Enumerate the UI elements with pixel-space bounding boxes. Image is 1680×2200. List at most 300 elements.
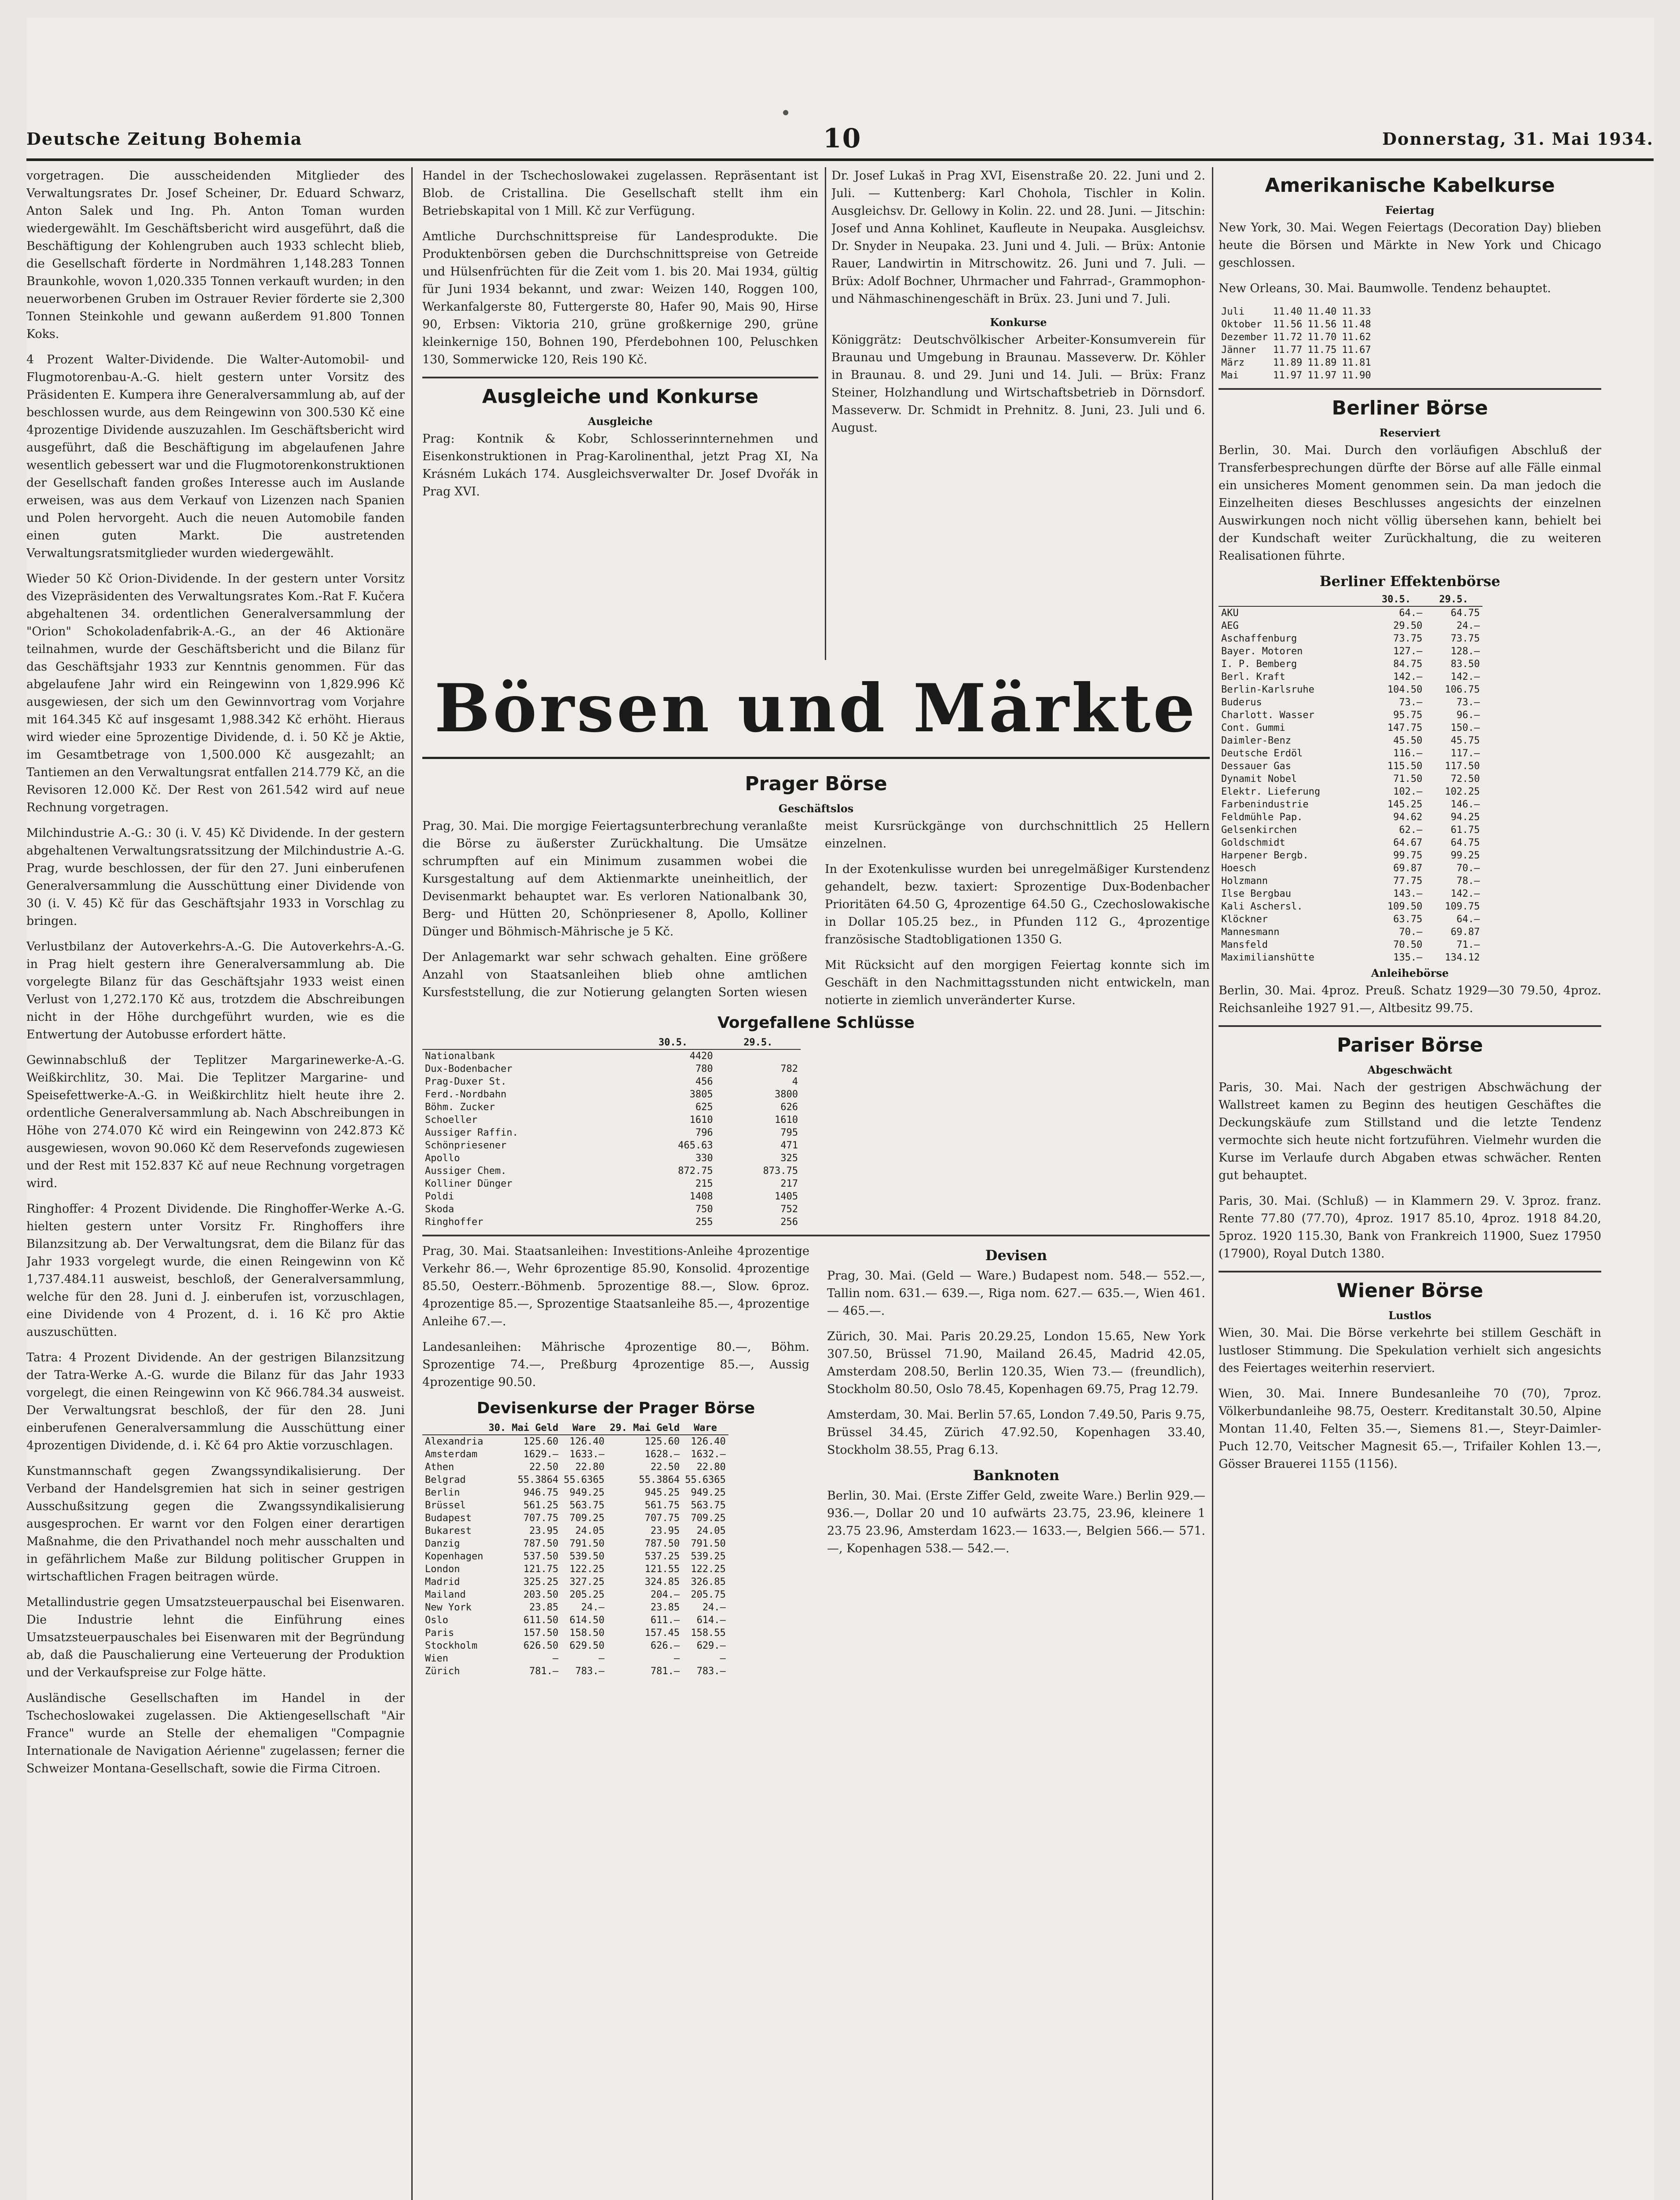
col-header: 29. Mai Geld [607, 1422, 682, 1435]
table-cell: 1633.— [569, 1449, 605, 1460]
devisen-row [422, 1601, 728, 1614]
table-cell: Kopenhagen [425, 1551, 483, 1562]
table-cell: 126.40 [691, 1436, 726, 1447]
stock-row [1219, 913, 1482, 926]
section-title-berlin: Berliner Börse [1332, 397, 1488, 419]
column-rule-3 [1212, 167, 1213, 2200]
table-cell: 24.05 [575, 1525, 605, 1536]
table-cell: 539.25 [691, 1551, 726, 1562]
table-cell: 791.50 [569, 1538, 605, 1549]
devisen-row [422, 1614, 728, 1627]
section-title-prague: Prager Börse [745, 773, 887, 795]
article-paragraph: Ausländische Gesellschaften im Handel in der Tschechoslowakei zugelassen. Die Aktiengesellschaft "Air France" wurde an Stelle der ehemaligen "Compagnie Internationale de Navigation Aérienne" zugelassen; ferner die Schweizer Montana-Gesellschaft, sowie die Firma Citroen. [26, 1691, 405, 1775]
article-paragraph: Handel in der Tschechoslowakei zugelassen. Repräsentant ist Blob. de Cristallina. Die Gesellschaft stellt ihm ein Betriebskapital von 1 Mill. Kč zur Verfügung. [422, 169, 818, 218]
table-cell: 626 [780, 1102, 798, 1113]
stock-row [1219, 606, 1482, 620]
article-paragraph: Prag, 30. Mai. Staatsanleihen: Investitions-Anleihe 4prozentige Verkehr 86.—, Wehr 6prozentige 85.90, Konsolid. 4prozentige 85.50, Oesterr.-Böhmenb. 5prozentige 88.—, Slow. 6proz. 4prozentige 85.—, Sprozentige Staatsanleihe 85.—, 4prozentige Anleihe 67.—. [422, 1244, 809, 1328]
table-cell: 157.45 [644, 1628, 680, 1639]
article-paragraph: Prag, 30. Mai. (Geld — Ware.) Budapest nom. 548.— 552.—, Tallin nom. 631.— 639.—, Riga nom. 627.— 635.—, Wien 461.— 465.—. [827, 1269, 1205, 1318]
section-subtitle: Abgeschwächt [1367, 1063, 1453, 1076]
table-cell: 11.97 [1273, 370, 1303, 381]
cotton-table [1219, 305, 1374, 382]
table-cell: Aussiger Raffin. [425, 1127, 518, 1138]
table-cell: 783.— [575, 1666, 605, 1677]
table-cell: 99.25 [1450, 850, 1480, 861]
table-cell: Prag-Duxer St. [425, 1076, 507, 1087]
table-cell: 626.— [650, 1640, 680, 1651]
table-cell: 73.— [1457, 697, 1480, 708]
table-cell: 327.25 [569, 1577, 605, 1588]
stock-row [1219, 862, 1482, 875]
table-cell: Schoeller [425, 1115, 478, 1126]
table-cell: Böhm. Zucker [425, 1102, 495, 1113]
table-cell: Schönpriesener [425, 1140, 507, 1151]
table-cell: 750 [695, 1204, 713, 1215]
cotton-row [1219, 318, 1374, 331]
table-cell: Belgrad [425, 1474, 466, 1485]
table-cell: 77.75 [1393, 876, 1423, 887]
table-cell: Stockholm [425, 1640, 478, 1651]
price-row [422, 1152, 801, 1165]
table-cell: Wien [425, 1653, 448, 1664]
table-cell: 539.50 [569, 1551, 605, 1562]
divider [422, 377, 818, 378]
price-row [422, 1049, 801, 1063]
table-cell: 946.75 [523, 1487, 559, 1498]
table-cell: 11.40 [1273, 306, 1303, 317]
table-cell: 147.75 [1387, 722, 1423, 733]
stock-row [1219, 760, 1482, 773]
devisen-row [422, 1665, 728, 1678]
article-paragraph: Berlin, 30. Mai. 4proz. Preuß. Schatz 1929—30 79.50, 4proz. Reichsanleihe 1927 91.—, Altbesitz 99.75. [1219, 984, 1601, 1015]
closing-prices-title: Vorgefallene Schlüsse [717, 1014, 915, 1032]
col-header: 30. Mai Geld [486, 1422, 561, 1435]
stock-row [1219, 620, 1482, 632]
table-cell: 796 [695, 1127, 713, 1138]
left-market-column [422, 1243, 809, 1678]
section-subtitle: Lustlos [1388, 1309, 1431, 1322]
stock-row [1219, 849, 1482, 862]
stock-row [1219, 785, 1482, 798]
article-paragraph: Paris, 30. Mai. Nach der gestrigen Abschwächung der Wallstreet kamen zu Beginn des heutigen Geschäftes die Deckungskäufe zum Stillstand und die letzte Tendenz vermochte sich heute nicht fortzuführen. Vielmehr wurden die Kurse im Verlaufe durch Abgaben etwas schwächer. Renten gut behauptet. [1219, 1081, 1601, 1182]
table-cell: Dynamit Nobel [1221, 774, 1297, 785]
article-paragraph: Milchindustrie A.-G.: 30 (i. V. 45) Kč Dividende. In der gestern abgehaltenen Verwaltungsratssitzung der Milchindustrie A.-G. Prag, wurde beschlossen, der für den 27. Juni einberufenen Generalversammlung die Ausschüttung einer Dividende von 30 (i. V. 45) Kč für das Geschäftsjahr 1933 in Vorschlag zu bringen. [26, 826, 405, 928]
table-cell: — [673, 1653, 680, 1664]
table-cell: 205.25 [569, 1589, 605, 1600]
table-cell: 125.60 [523, 1436, 559, 1447]
table-cell: Mai [1221, 370, 1239, 381]
table-cell: 24.— [581, 1602, 605, 1613]
table-cell: Bayer. Motoren [1221, 646, 1303, 657]
table-cell: 106.75 [1445, 684, 1480, 695]
table-cell: Daimler-Benz [1221, 735, 1291, 746]
table-cell: 115.50 [1387, 761, 1423, 772]
table-cell: 709.25 [569, 1513, 605, 1524]
table-cell: 126.40 [569, 1436, 605, 1447]
table-cell: 1628.— [644, 1449, 680, 1460]
right-market-column [827, 1243, 1205, 1678]
table-cell: 11.75 [1307, 345, 1337, 356]
page-number: 10 [823, 123, 862, 154]
table-cell: 122.25 [691, 1564, 726, 1575]
devisen-row [422, 1588, 728, 1601]
table-cell: Cont. Gummi [1221, 722, 1285, 733]
article-paragraph: Prag, 30. Mai. Die morgige Feiertagsunterbrechung veranlaßte die Börse zu äußerster Zurückhaltung. Die Umsätze schrumpften auf ein Minimum zusammen wobei die Kursgestaltung auf dem Aktienmarkte uneinheitlich, der Devisenmarkt behauptet war. Es verloren Nationalbank 30, Berg- und Hütten 20, Schönpriesener 8, Apollo, Kolliner Dünger und Böhmisch-Mährische je 5 Kč. [422, 819, 807, 939]
table-cell [716, 1049, 801, 1063]
table-cell: Jänner [1221, 345, 1256, 356]
devisen-row [422, 1652, 728, 1665]
table-cell: 11.89 [1273, 357, 1303, 368]
table-cell: 71.— [1457, 939, 1480, 950]
table-cell: 205.75 [691, 1589, 726, 1600]
devisen-table-title: Devisenkurse der Prager Börse [476, 1399, 755, 1417]
table-cell: Paris [425, 1628, 454, 1639]
devisen-row [422, 1474, 728, 1486]
table-cell: 22.50 [650, 1462, 680, 1473]
table-cell: Klöckner [1221, 914, 1268, 925]
table-cell: 55.6365 [564, 1474, 605, 1485]
table-cell: 134.12 [1445, 952, 1480, 963]
table-cell: 614.50 [569, 1615, 605, 1626]
table-cell: 84.75 [1393, 659, 1423, 670]
article-paragraph: Der Anlagemarkt war sehr schwach gehalten. Eine größere Anzahl von Staatsanleihen blieb ohne amtlichen Kursfeststellung, die zur Notierung gelangten Sorten wiesen meist Kursrückgänge von durchschnittlich 25 Hellern einzelnen. [422, 819, 1210, 999]
table-cell: — [598, 1653, 605, 1664]
col-header [422, 1036, 630, 1049]
stock-row [1219, 951, 1482, 964]
section-title-devisen: Devisen [985, 1247, 1047, 1264]
article-paragraph: Dr. Josef Lukaš in Prag XVI, Eisenstraße 20. 22. Juni und 2. Juli. — Kuttenberg: Karl Chohola, Tischler in Kolin. Ausgleichsv. Dr. Gellowy in Kolin. 22. und 28. Juni. — Jitschin: Josef und Anna Kohlinet, Kaufleute in Neupaka. Ausgleichsv. Dr. Snyder in Neupaka. 23. Juni und 4. Juli. — Brüx: Antonie Rauer, Landwirtin in Mitrschowitz. 26. Juni und 7. Juli. — Brüx: Adolf Bochner, Uhrmacher und Fahrrad-, Grammophon- und Nähmaschinengeschäft in Brüx. 23. Juni und 7. Juli. [831, 169, 1205, 306]
stock-row [1219, 939, 1482, 951]
section-title-wien: Wiener Börse [1336, 1280, 1483, 1302]
divider [1219, 1025, 1601, 1027]
article-paragraph: Wien, 30. Mai. Die Börse verkehrte bei stillem Geschäft in lustloser Stimmung. Die Spekulation verhielt sich angesichts des Feiertages weiterhin reserviert. [1219, 1326, 1601, 1375]
table-cell: Aussiger Chem. [425, 1166, 507, 1177]
table-cell: 143.— [1393, 888, 1423, 899]
devisen-row [422, 1576, 728, 1588]
table-cell: New York [425, 1602, 472, 1613]
article-paragraph: Mit Rücksicht auf den morgigen Feiertag konnte sich im Geschäft in den Nachmittagsstunden nicht entwickeln, man notierte in ziemlich unveränderter Kurse. [825, 958, 1210, 1007]
col-header: 29.5. [716, 1036, 801, 1049]
article-paragraph: Metallindustrie gegen Umsatzsteuerpauschal bei Eisenwaren. Die Industrie lehnt die Einführung eines Umsatzsteuerpauschales bei Eisenwaren mit der Begründung ab, daß die Pauschalierung eine Verteuerung der Produktion und der Verkaufspreise zur Folge hätte. [26, 1595, 405, 1679]
section-subtitle-konkurse: Konkurse [990, 316, 1047, 329]
table-cell: 24.— [702, 1602, 726, 1613]
banner-rule [422, 757, 1210, 759]
stock-row [1219, 696, 1482, 709]
table-cell: Harpener Bergb. [1221, 850, 1309, 861]
table-cell: Zürich [425, 1666, 460, 1677]
table-cell: AEG [1221, 620, 1239, 631]
table-cell: Farbenindustrie [1221, 799, 1309, 810]
table-cell: 707.75 [644, 1513, 680, 1524]
anleihe-title: Anleihebörse [1371, 967, 1449, 979]
table-cell: 11.67 [1342, 345, 1371, 356]
section-title-paris: Pariser Börse [1336, 1034, 1483, 1056]
price-row [422, 1101, 801, 1114]
table-cell: 949.25 [691, 1487, 726, 1498]
table-cell: 121.55 [644, 1564, 680, 1575]
table-cell: 1610 [689, 1115, 713, 1126]
price-row [422, 1088, 801, 1101]
table-cell: 326.85 [691, 1577, 726, 1588]
table-cell: 3805 [689, 1089, 713, 1100]
table-cell: Alexandria [425, 1436, 483, 1447]
table-cell: 22.50 [529, 1462, 559, 1473]
table-cell: 611.— [650, 1615, 680, 1626]
stock-row [1219, 900, 1482, 913]
margin-dot [783, 110, 788, 115]
price-row [422, 1114, 801, 1126]
table-cell: 142.— [1393, 671, 1423, 682]
stock-row [1219, 709, 1482, 722]
table-cell: 122.25 [569, 1564, 605, 1575]
col-header: 29.5. [1425, 593, 1482, 606]
table-cell: Elektr. Lieferung [1221, 786, 1321, 797]
table-cell: Ilse Bergbau [1221, 888, 1291, 899]
article-paragraph: Verlustbilanz der Autoverkehrs-A.-G. Die Autoverkehrs-A.-G. in Prag hielt gestern ihre Generalversammlung ab. Die vorgelegte Bilanz für das Geschäftsjahr 1933 weist einen Verlust von 1,272.170 Kč aus, trotzdem die Abschreibungen nicht in der Höhe durchgeführt wurden, wie es die Entwertung der Autobusse erfordert hätte. [26, 940, 405, 1041]
stock-row [1219, 836, 1482, 849]
table-cell: 23.95 [650, 1525, 680, 1536]
stock-row [1219, 632, 1482, 645]
column-ausgleiche [422, 167, 818, 660]
table-cell: — [720, 1653, 726, 1664]
devisen-row [422, 1639, 728, 1652]
table-cell: 95.75 [1393, 710, 1423, 721]
table-cell: Deutsche Erdöl [1221, 748, 1303, 759]
devisen-row [422, 1486, 728, 1499]
table-cell: Gelsenkirchen [1221, 825, 1297, 836]
table-cell: Goldschmidt [1221, 837, 1285, 848]
table-cell: 4420 [689, 1051, 713, 1062]
table-cell: 94.25 [1450, 812, 1480, 823]
table-cell: 78.— [1457, 876, 1480, 887]
col-header [1219, 593, 1368, 606]
table-cell: Dezember [1221, 332, 1268, 343]
table-cell: Athen [425, 1462, 454, 1473]
article-paragraph: 4 Prozent Walter-Dividende. Die Walter-Automobil- und Flugmotorenbau-A.-G. hielt gestern unter Vorsitz des Präsidenten E. Kumpera ihre Generalversammlung ab, auf der beschlossen wurde, aus dem Reingewinn von 300.530 Kč eine 4prozentige Dividende auszuzahlen. Im Geschäftsbericht wird ausgeführt, daß die Beschäftigung im abgelaufenen Jahre wesentlich gebessert war und die Flugmotorenkonstruktionen der Gesellschaft fanden großes Interesse auch im Auslande erweisen, was aus dem Verkauf von Lizenzen nach Spanien und Polen hervorgeht. Auch die neuen Automobile fanden einen guten Markt. Die austretenden Verwaltungsratsmitglieder wurden wiedergewählt. [26, 353, 405, 560]
table-cell: 325.25 [523, 1577, 559, 1588]
table-cell: Nationalbank [425, 1051, 495, 1062]
column-konkurse [831, 167, 1205, 660]
table-cell: 4 [792, 1076, 798, 1087]
table-cell: 11.97 [1307, 370, 1337, 381]
devisen-row [422, 1499, 728, 1512]
cotton-row [1219, 344, 1374, 356]
table-cell: 94.62 [1393, 812, 1423, 823]
cotton-row [1219, 356, 1374, 369]
table-cell: 45.75 [1450, 735, 1480, 746]
stock-row [1219, 875, 1482, 887]
table-cell: 537.25 [644, 1551, 680, 1562]
table-cell: Kali Aschersl. [1221, 901, 1303, 912]
section-subtitle: Feiertag [1385, 204, 1435, 216]
table-cell: 70.— [1457, 863, 1480, 874]
article-paragraph: Kunstmannschaft gegen Zwangssyndikalisierung. Der Verband der Handelsgremien hat sich in seiner gestrigen Ausschußsitzung gegen die Zwangssyndikalisierung ausgesprochen. Er warnt vor den Folgen einer derartigen Maßnahme, die den Privathandel noch mehr ausschalten und in gefährlichem Maße zur Bildung politischer Gruppen in wirtschaftlichen Fragen beitragen würde. [26, 1464, 405, 1584]
table-cell: 11.56 [1307, 319, 1337, 330]
table-cell: 781.— [529, 1666, 559, 1677]
table-cell: 69.87 [1393, 863, 1423, 874]
table-cell: 780 [695, 1063, 713, 1074]
stock-row [1219, 887, 1482, 900]
table-cell: Holzmann [1221, 876, 1268, 887]
table-cell: 456 [695, 1076, 713, 1087]
issue-date: Donnerstag, 31. Mai 1934. [1382, 128, 1654, 149]
table-cell: 104.50 [1387, 684, 1423, 695]
table-cell: 629.— [696, 1640, 726, 1651]
table-cell: 872.75 [678, 1166, 713, 1177]
price-row [422, 1139, 801, 1152]
table-cell: 795 [780, 1127, 798, 1138]
table-cell: 158.50 [569, 1628, 605, 1639]
table-cell: 23.95 [529, 1525, 559, 1536]
article-paragraph: Wieder 50 Kč Orion-Dividende. In der gestern unter Vorsitz des Vizepräsidenten des Verwaltungsrates Kom.-Rat F. Kučera abgehaltenen 34. ordentlichen Generalversammlung der "Orion" Schokoladenfabrik-A.-G., an der 46 Aktionäre teilnahmen, wurde der Geschäftsbericht und die Bilanz für das Geschäftsjahr 1933 zur Kenntnis genommen. Für das abgelaufene Jahr wird ein Reingewinn von 1,829.996 Kč ausgewiesen, der sich um den Gewinnvortrag vom Vorjahre mit 164.345 Kč auf insgesamt 1,988.342 Kč erhöht. Hieraus wird wieder eine 5prozentige Dividende, d. i. 50 Kč je Aktie, im Gesamtbetrage von 1,500.000 Kč ausgezahlt; an Tantiemen an den Verwaltungsrat entfallen 214.779 Kč, an die Revisoren 12.000 Kč. Der Rest von 261.542 wird auf neue Rechnung vorgetragen. [26, 572, 405, 814]
table-cell: 55.3864 [517, 1474, 559, 1485]
table-cell: 125.60 [644, 1436, 680, 1447]
table-cell: Skoda [425, 1204, 454, 1215]
table-cell: 64.— [1457, 914, 1480, 925]
table-cell: 783.— [696, 1666, 726, 1677]
table-cell: 203.50 [523, 1589, 559, 1600]
table-cell: 55.3864 [639, 1474, 680, 1485]
article-paragraph: Berlin, 30. Mai. (Erste Ziffer Geld, zweite Ware.) Berlin 929.— 936.—, Dollar 20 und 10 aufwärts 23.75, 23.96, kleinere 1 23.75 23.96, Amsterdam 1623.— 1633.—, Belgien 566.— 571.—, Kopenhagen 538.— 542.—. [827, 1489, 1205, 1555]
table-cell: 782 [780, 1063, 798, 1074]
article-paragraph: Amtliche Durchschnittspreise für Landesprodukte. Die Produktenbörsen geben die Durchschnittspreise von Getreide und Hülsenfrüchten für die Zeit vom 1. bis 20. Mai 1934, gültig für Juni 1934 bekannt, und zwar: Weizen 140, Roggen 100, Werkanfalgerste 80, Futtergerste 80, Hafer 90, Mais 90, Hirse 90, Erbsen: Viktoria 210, grüne großkernige 290, grüne kleinkernige 150, Bohnen 190, Pferdebohnen 100, Peluschken 130, Sommerwicke 120, Reis 190 Kč. [422, 230, 818, 367]
table-cell: 72.50 [1450, 774, 1480, 785]
table-cell: Mansfeld [1221, 939, 1268, 950]
table-cell: 537.50 [523, 1551, 559, 1562]
table-cell: 563.75 [691, 1500, 726, 1511]
table-cell: 102.25 [1445, 786, 1480, 797]
table-cell: 1405 [775, 1191, 798, 1202]
table-cell: 23.85 [529, 1602, 559, 1613]
table-cell: Budapest [425, 1513, 472, 1524]
table-cell: Charlott. Wasser [1221, 710, 1314, 721]
effekten-title: Berliner Effektenbörse [1319, 573, 1501, 590]
table-cell: 117.50 [1445, 761, 1480, 772]
table-cell: 64.75 [1450, 608, 1480, 619]
table-cell: Amsterdam [425, 1449, 478, 1460]
table-cell: Oktober [1221, 319, 1262, 330]
table-cell: Kolliner Dünger [425, 1178, 512, 1189]
section-title-amerika: Amerikanische Kabelkurse [1265, 174, 1555, 197]
table-cell: 96.— [1457, 710, 1480, 721]
lower-market-block [422, 1243, 1210, 1678]
table-cell: 11.56 [1273, 319, 1303, 330]
stock-row [1219, 722, 1482, 734]
article-paragraph: New Orleans, 30. Mai. Baumwolle. Tendenz behauptet. [1219, 282, 1551, 295]
prague-exchange-section [422, 766, 1210, 2200]
table-cell: 158.55 [691, 1628, 726, 1639]
table-cell: Berl. Kraft [1221, 671, 1285, 682]
article-paragraph: Tatra: 4 Prozent Dividende. An der gestrigen Bilanzsitzung der Tatra-Werke A.-G. wurde die Bilanz für das Jahr 1933 vorgelegt, die einen Reingewinn von Kč 966.784.34 ausweist. Der Verwaltungsrat beschloß, der für den 28. Juni einberufenen Generalversammlung die Ausschüttung einer 4prozentigen Dividende, d. i. Kč 64 pro Aktie vorzuschlagen. [26, 1351, 405, 1452]
table-cell: 256 [780, 1217, 798, 1228]
table-cell: 63.75 [1393, 914, 1423, 925]
table-cell: 70.— [1399, 927, 1423, 938]
table-cell: 23.85 [650, 1602, 680, 1613]
devisen-row [422, 1537, 728, 1550]
stock-row [1219, 773, 1482, 785]
cotton-row [1219, 331, 1374, 344]
table-cell: Mannesmann [1221, 927, 1280, 938]
table-cell: 145.25 [1387, 799, 1423, 810]
stock-row [1219, 671, 1482, 683]
table-cell: 29.50 [1393, 620, 1423, 631]
table-cell: 83.50 [1450, 659, 1480, 670]
stock-row [1219, 798, 1482, 811]
table-cell: März [1221, 357, 1244, 368]
stock-row [1219, 926, 1482, 939]
table-cell: 102.— [1393, 786, 1423, 797]
table-cell: 135.— [1393, 952, 1423, 963]
table-cell: 142.— [1450, 671, 1480, 682]
table-cell: London [425, 1564, 460, 1575]
table-cell: 1408 [689, 1191, 713, 1202]
page-header [26, 119, 1654, 161]
table-cell: 561.75 [644, 1500, 680, 1511]
col-header: 30.5. [630, 1036, 715, 1049]
table-cell: Ferd.-Nordbahn [425, 1089, 507, 1100]
table-cell: 11.40 [1307, 306, 1337, 317]
table-cell: Dux-Bodenbacher [425, 1063, 512, 1074]
table-cell: 1632.— [691, 1449, 726, 1460]
table-cell: 873.75 [763, 1166, 798, 1177]
devisen-row [422, 1550, 728, 1563]
table-cell: 142.— [1450, 888, 1480, 899]
table-cell: 11.33 [1342, 306, 1371, 317]
col-header: Ware [561, 1422, 607, 1435]
stock-row [1219, 811, 1482, 824]
table-cell: 109.75 [1445, 901, 1480, 912]
table-cell: I. P. Bemberg [1221, 659, 1297, 670]
article-paragraph: Berlin, 30. Mai. Durch den vorläufigen Abschluß der Transferbesprechungen dürfte der Börse auf alle Fälle einmal ein unsicheres Moment genommen sein. Da man jedoch die Einzelheiten dieses Beschlusses angesichts der einzelnen Auswirkungen noch nicht völlig übersehen kann, behielt bei der Kundschaft weiter Zurückhaltung, die zu weiteren Realisationen führte. [1219, 444, 1601, 563]
prague-report [422, 818, 1210, 1009]
article-paragraph: Wien, 30. Mai. Innere Bundesanleihe 70 (70), 7proz. Völkerbundanleihe 98.75, Oesterr. Kreditanstalt 30.50, Alpine Montan 11.40, Felten 35.—, Siemens 81.—, Steyr-Daimler-Puch 12.70, Veitscher Magnesit 65.—, Trifailer Kohlen 13.—, Gösser Brauerei 1155 (1156). [1219, 1387, 1601, 1471]
price-row [422, 1177, 801, 1190]
devisen-row [422, 1461, 728, 1474]
table-cell: 217 [780, 1178, 798, 1189]
stock-row [1219, 645, 1482, 658]
table-cell: 69.87 [1450, 927, 1480, 938]
table-cell: 709.25 [691, 1513, 726, 1524]
devisen-row [422, 1563, 728, 1576]
table-cell: Juli [1221, 306, 1244, 317]
table-cell: 11.70 [1307, 332, 1337, 343]
table-cell: 24.05 [696, 1525, 726, 1536]
table-cell: 324.85 [644, 1577, 680, 1588]
article-paragraph: In der Exotenkulisse wurden bei unregelmäßiger Kurstendenz gehandelt, bezw. taxiert: Sprozentige Dux-Bodenbacher Prioritäten 64.50 G, 4prozentige 64.50 G., Czechoslowakische in Dollar 105.25 bez., in Pfunden 112 G., 4prozentige französische Stadtobligationen 1350 G. [825, 862, 1210, 946]
column-foreign-exchanges [1219, 167, 1601, 2200]
article-paragraph: Landesanleihen: Mährische 4prozentige 80.—, Böhm. Sprozentige 74.—, Preßburg 4prozentige 85.—, Aussig 4prozentige 90.50. [422, 1340, 809, 1389]
table-cell: 614.— [696, 1615, 726, 1626]
table-cell: 3800 [775, 1089, 798, 1100]
table-cell: 73.75 [1450, 633, 1480, 644]
cotton-row [1219, 305, 1374, 318]
table-cell: 61.75 [1450, 825, 1480, 836]
stock-row [1219, 734, 1482, 747]
table-cell: Aschaffenburg [1221, 633, 1297, 644]
table-cell: 11.72 [1273, 332, 1303, 343]
table-cell: 1610 [775, 1115, 798, 1126]
table-cell: 625 [695, 1102, 713, 1113]
table-cell: 116.— [1393, 748, 1423, 759]
divider [1219, 388, 1601, 390]
table-cell: 255 [695, 1217, 713, 1228]
table-cell: Feldmühle Pap. [1221, 812, 1303, 823]
table-cell: 791.50 [691, 1538, 726, 1549]
column-rule-1 [411, 167, 413, 2200]
stock-row [1219, 747, 1482, 760]
divider [422, 1235, 1210, 1236]
section-subtitle: Reserviert [1379, 426, 1441, 439]
